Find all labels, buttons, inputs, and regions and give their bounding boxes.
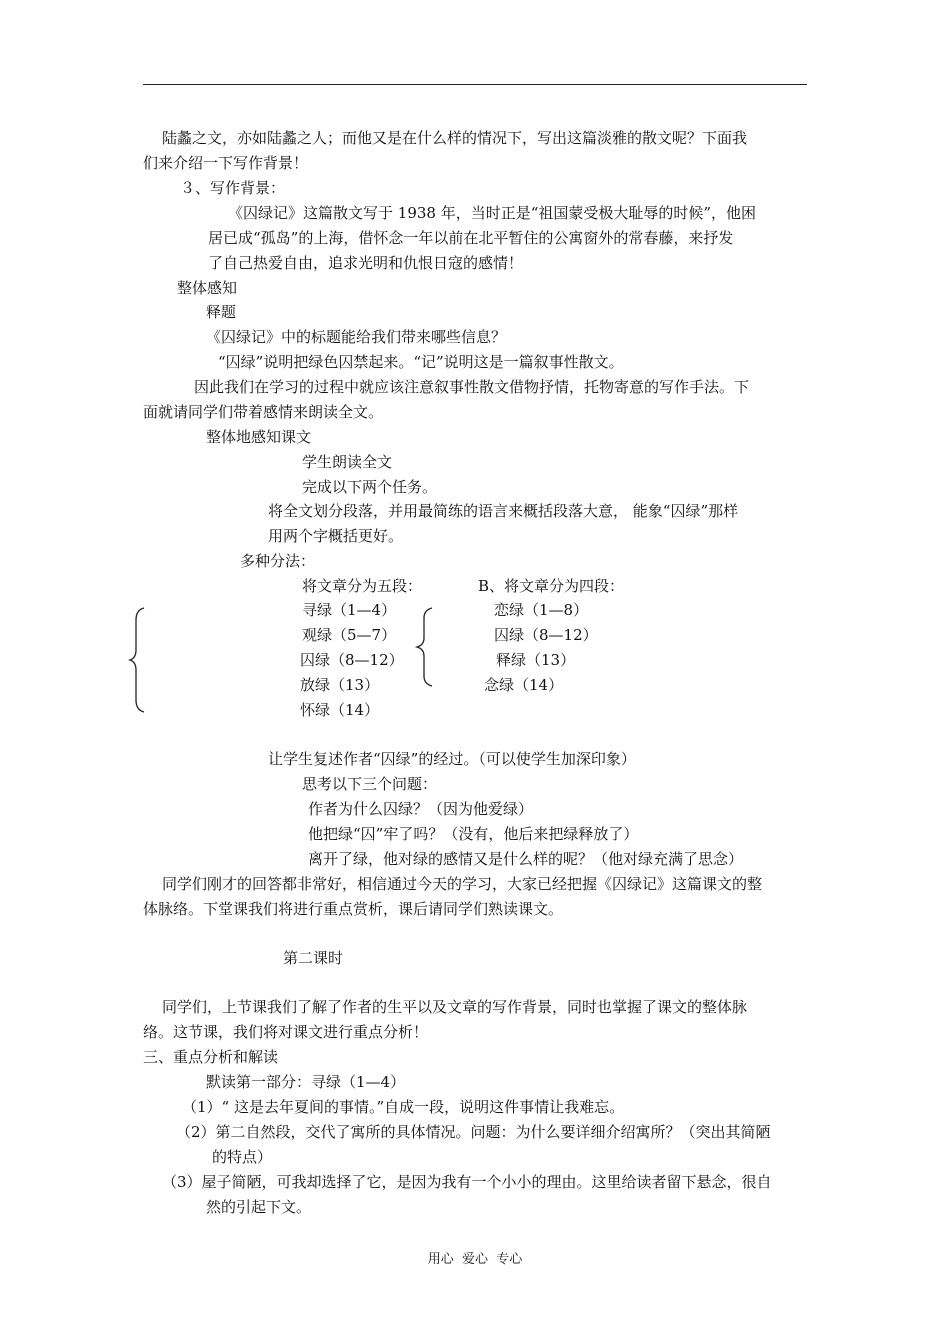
section-heading: 三、重点分析和解读 [143, 1048, 279, 1066]
question-1: 作者为什么囚绿？（因为他爱绿） [308, 800, 534, 818]
division-a-item: 寻绿（1—4） [302, 601, 397, 619]
lesson2-intro-1: 同学们，上节课我们了解了作者的生平以及文章的写作背景，同时也掌握了课文的整体脉 [162, 998, 748, 1016]
middle-brace-icon [412, 606, 436, 688]
division-a-title: 将文章分为五段： [302, 577, 423, 595]
task1-line-1: 将全文划分段落，并用最简练的语言来概括段落大意， 能象“囚绿”那样 [268, 502, 739, 520]
question-2: 他把绿“囚”牢了吗？（没有，他后来把绿释放了） [308, 825, 639, 843]
background-line-2: 居已成“孤岛”的上海，借怀念一年以前在北平暂住的公寓窗外的常春藤，来抒发 [208, 229, 734, 247]
tasks-line: 完成以下两个任务。 [302, 478, 438, 496]
intro-line-1: 陆蠡之文，亦如陆蠡之人；而他又是在什么样的情况下，写出这篇淡雅的散文呢？下面我 [162, 129, 748, 147]
lesson2-intro-2: 络。这节课，我们将对课文进行重点分析！ [143, 1023, 429, 1041]
division-a-item: 放绿（13） [300, 676, 380, 694]
title-answer: “囚绿”说明把绿色囚禁起来。“记”说明这是一篇叙事性散文。 [218, 353, 624, 371]
division-b-item: 释绿（13） [496, 651, 576, 669]
point-2-line-1: （2）第二自然段，交代了寓所的具体情况。问题：为什么要详细介绍寓所？（突出其简陋 [176, 1123, 771, 1141]
retell-line: 让学生复述作者“囚绿”的经过。（可以使学生加深印象） [268, 750, 636, 768]
division-b-title: B、将文章分为四段： [478, 577, 625, 595]
division-a-item: 囚绿（8—12） [300, 651, 404, 669]
methods-label: 多种分法： [240, 552, 316, 570]
division-b-item: 囚绿（8—12） [494, 626, 598, 644]
division-a-item: 观绿（5—7） [302, 626, 397, 644]
intro-line-2: 们来介绍一下写作背景！ [143, 154, 309, 172]
background-line-3: 了自己热爱自由，追求光明和仇恨日寇的感情！ [208, 254, 524, 272]
summary-line-2: 面就请同学们带着感情来朗读全文。 [143, 403, 384, 421]
task1-line-2: 用两个字概括更好。 [268, 527, 404, 545]
point-3-line-2: 然的引起下文。 [206, 1198, 312, 1216]
summary-line-1: 因此我们在学习的过程中就应该注意叙事性散文借物抒情，托物寄意的写作手法。下 [194, 378, 750, 396]
question-3: 离开了绿，他对绿的感情又是什么样的呢？（他对绿充满了思念） [308, 850, 744, 868]
point-3-line-1: （3）屋子简陋，可我却选择了它，是因为我有一个小小的理由。这里给读者留下悬念，很自 [162, 1173, 772, 1191]
overall-heading: 整体感知 [177, 279, 238, 297]
background-line-1: 《囚绿记》这篇散文写于 1938 年，当时正是“祖国蒙受极大耻辱的时候”，他困 [228, 204, 757, 222]
read-aloud: 学生朗读全文 [302, 453, 393, 471]
header-rule [143, 84, 807, 85]
think-line: 思考以下三个问题： [302, 775, 438, 793]
close-line-2: 体脉络。下堂课我们将进行重点赏析，课后请同学们熟读课文。 [143, 900, 564, 918]
title-question: 《囚绿记》中的标题能给我们带来哪些信息？ [206, 328, 507, 346]
lesson2-heading: 第二课时 [283, 949, 344, 967]
title-topic: 释题 [206, 303, 237, 321]
background-heading: ３、写作背景： [180, 179, 286, 197]
division-a-item: 怀绿（14） [300, 701, 380, 719]
division-b-item: 恋绿（1—8） [494, 601, 589, 619]
point-1: （1）“ 这是去年夏间的事情。”自成一段，说明这件事情让我难忘。 [182, 1098, 625, 1116]
close-line-1: 同学们刚才的回答都非常好，相信通过今天的学习，大家已经把握《囚绿记》这篇课文的整 [162, 875, 763, 893]
perceive-heading: 整体地感知课文 [206, 428, 312, 446]
point-2-line-2: 的特点） [212, 1148, 273, 1166]
division-b-item: 念绿（14） [484, 676, 564, 694]
page-footer: 用心 爱心 专心 [427, 1252, 523, 1267]
left-brace-icon [126, 606, 148, 714]
part1-heading: 默读第一部分：寻绿（1—4） [206, 1073, 406, 1091]
